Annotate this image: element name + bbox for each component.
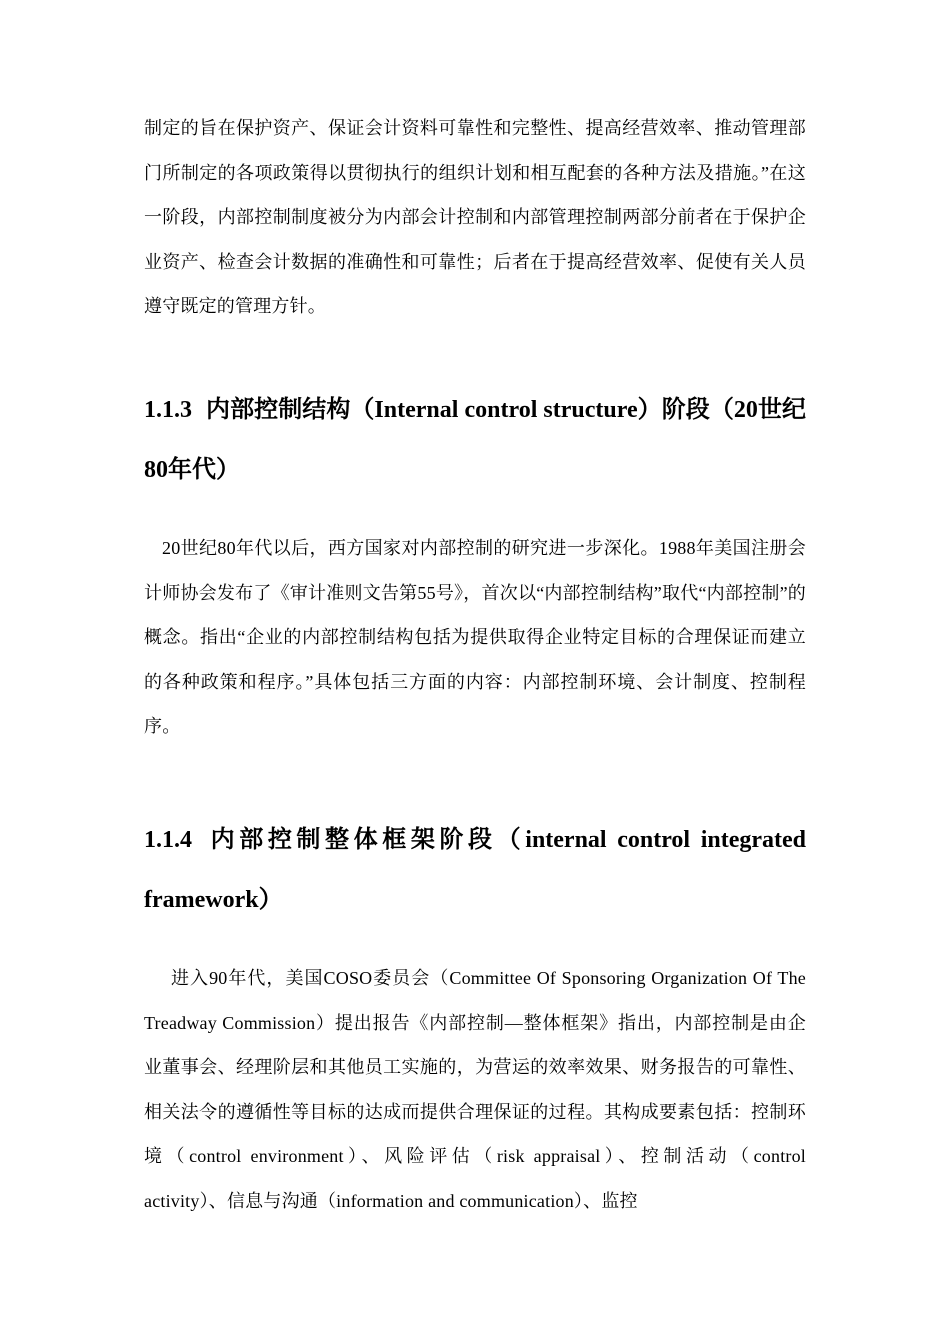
section-heading-1-1-4 <box>144 810 806 930</box>
section-number: 1.1.4 <box>144 827 192 853</box>
body-paragraph-integrated-framework: 进入90年代，美国COSO委员会（Committee Of Sponsoring Organization Of The Treadway Commission）提出报告《内部控制—整体框架》指出，内部控制是由企业董事会、经理阶层和其他员工实施的，为营运的效率效果、财务报告的可靠性、相关法令的遵循性等目标的达成而提供合理保证的过程。其构成要素包括：控制环境（control environment）、风险评估（risk appraisal）、控制活动（control activity）、信息与沟通（information and communication）、监控 <box>144 968 806 1211</box>
section-number: 1.1.3 <box>144 397 192 423</box>
section-title: 内部控制整体框架阶段（internal control integrated framework） <box>144 827 806 913</box>
body-paragraph-internal-control-structure: 20世纪80年代以后，西方国家对内部控制的研究进一步深化。1988年美国注册会计师协会发布了《审计准则文告第55号》，首次以“内部控制结构”取代“内部控制”的概念。指出“企业的内部控制结构包括为提供取得企业特定目标的合理保证而建立的各种政策和程序。”具体包括三方面的内容：内部控制环境、会计制度、控制程序。 <box>144 538 806 736</box>
section-heading-1-1-3 <box>144 380 806 500</box>
body-paragraph-intro: 制定的旨在保护资产、保证会计资料可靠性和完整性、提高经营效率、推动管理部门所制定的各项政策得以贯彻执行的组织计划和相互配套的各种方法及措施。”在这一阶段，内部控制制度被分为内部会计控制和内部管理控制两部分前者在于保护企业资产、检查会计数据的准确性和可靠性；后者在于提高经营效率、促使有关人员遵守既定的管理方针。 <box>144 118 806 316</box>
section-title: 内部控制结构（Internal control structure）阶段（20世纪80年代） <box>144 397 806 483</box>
